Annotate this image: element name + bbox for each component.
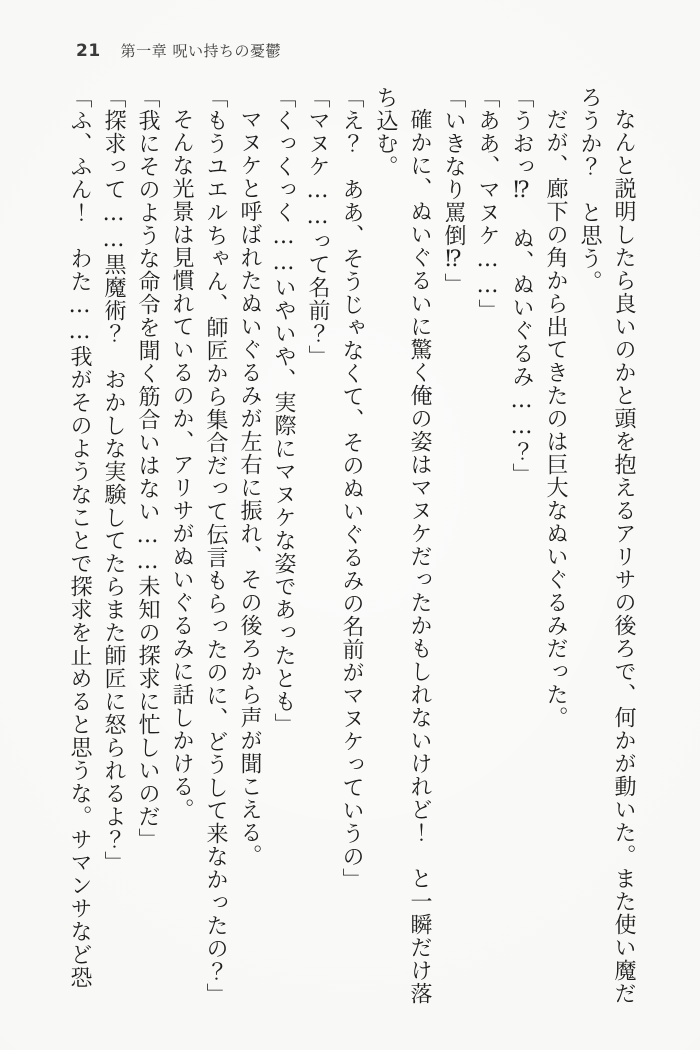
paragraph: 「もうユエルちゃん、師匠から集合だって伝言もらったのに、どうして来なかったの？」 [203, 86, 228, 1006]
running-head [76, 40, 281, 61]
paragraph: 「いきなり罵倒⁉」 [441, 86, 466, 296]
paragraph: 「探求って……黒魔術？ おかしな実験してたらまた師匠に怒られるよ？」 [101, 86, 126, 874]
paragraph: 「え？ ああ、そうじゃなくて、そのぬいぐるみの名前がマヌケっていうの」 [339, 86, 364, 891]
paragraph: そんな光景は見慣れているのか、アリサがぬいぐるみに話しかける。 [169, 108, 194, 821]
paragraph: だが、廊下の角から出てきたのは巨大なぬいぐるみだった。 [543, 108, 568, 729]
paragraph: 「うおっ⁉ ぬ、ぬいぐるみ……？」 [509, 86, 534, 486]
paragraph: なんと説明したら良いのかと頭を抱えるアリサの後ろで、何かが動いた。また使い魔だろうか？ と思う。 [577, 86, 636, 1005]
paragraph: 「マヌケ……って名前？」 [305, 86, 330, 368]
page-number: 21 [76, 41, 101, 61]
paragraph: 確かに、ぬいぐるいに驚く俺の姿はマヌケだったかもしれないけれど！ と一瞬だけ落ち込む。 [373, 86, 432, 1005]
body-text [62, 86, 640, 1014]
paragraph: 「ふ、ふん！ わた……我がそのようなことで探求を止めると思うな。サマンサなど恐 [67, 86, 92, 989]
paragraph: 「我にそのような命令を聞く筋合いはない……未知の探求に忙しいのだ」 [135, 86, 160, 851]
paragraph: 「ああ、マヌケ……」 [475, 86, 500, 322]
chapter-title: 第一章 呪い持ちの憂鬱 [120, 42, 281, 60]
paragraph: 「くっくっく……いやいや、実際にマヌケな姿であったとも」 [271, 86, 296, 736]
paragraph: マヌケと呼ばれたぬいぐるみが左右に振れ、その後ろから声が聞こえる。 [237, 108, 262, 867]
